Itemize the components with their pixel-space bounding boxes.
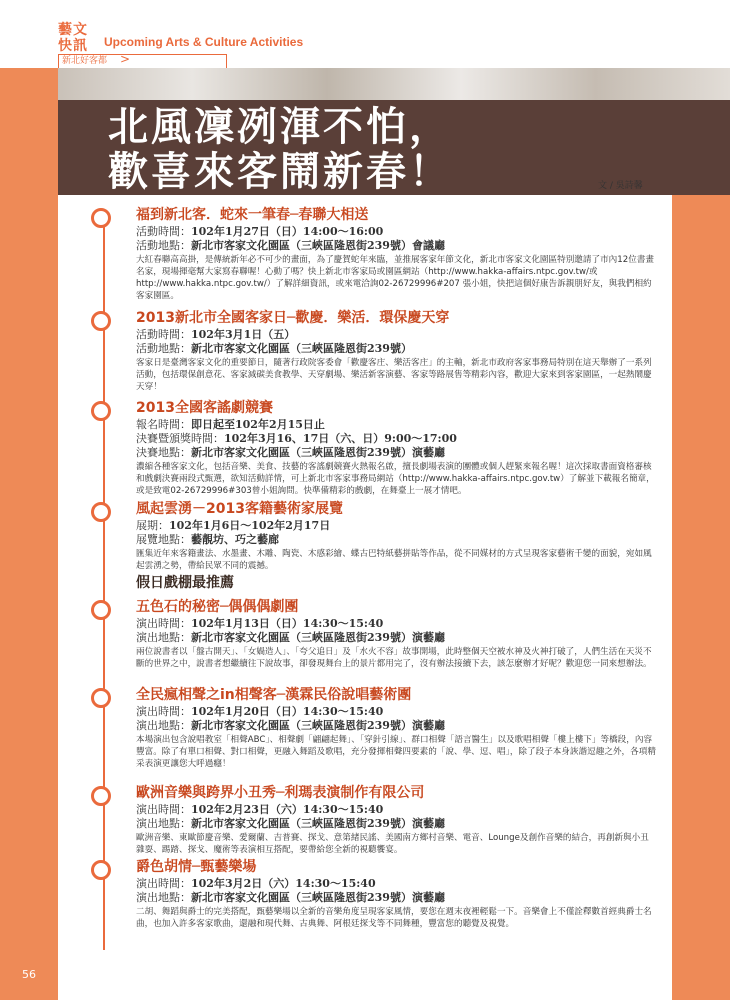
event-description: 兩位說書者以「盤古開天」、「女媧造人」、「夸父追日」及「水火不容」故事開場，此時整個天空被水神及火神打破了，人們生活在天災不斷的世界之中，說書者想繼續往下說故事，卻發現舞台上的景片都用完了，沒有辦法接續下去，該怎麼辦才好呢？歡迎您一同來想辦法。	[136, 647, 652, 669]
event-detail-line	[136, 418, 656, 432]
event-detail-line	[136, 617, 656, 631]
event-detail-label: 活動時間：	[136, 328, 191, 341]
right-orange-strip	[672, 195, 730, 1000]
event-detail-label: 展覽地點：	[136, 533, 191, 546]
event-detail-value: 102年3月16、17日（六、日）9:00～17:00	[224, 432, 457, 445]
event-detail-line	[136, 225, 656, 239]
snow-photo-strip	[58, 68, 730, 100]
event-detail-value: 新北市客家文化園區（三峽區隆恩街239號）演藝廳	[191, 891, 445, 904]
timeline-node-icon	[91, 600, 111, 620]
title-line-2: 歡喜來客鬧新春！	[108, 148, 452, 195]
event-detail-label: 演出地點：	[136, 631, 191, 644]
event-description: 匯集近年來客籍畫法、水墨畫、木雕、陶瓷、木感彩繪、蝶古巴特紙藝拼貼等作品，從不同媒材的方式呈現客家藝術千變的面貌，宛如風起雲湧之勢，帶給民眾不同的震撼。	[136, 549, 652, 571]
event-detail-line	[136, 519, 656, 533]
event-item	[136, 309, 656, 393]
event-detail-label: 演出地點：	[136, 719, 191, 732]
event-detail-line	[136, 877, 656, 891]
timeline-node-icon	[91, 786, 111, 806]
event-detail-label: 活動時間：	[136, 225, 191, 238]
event-detail-label: 演出地點：	[136, 891, 191, 904]
event-detail-line	[136, 239, 656, 253]
event-detail-value: 新北市客家文化園區（三峽區隆恩街239號）演藝廳	[191, 817, 445, 830]
event-item	[136, 399, 656, 497]
event-title: 全民瘋相聲之in相聲客─漢霖民俗說唱藝術團	[136, 687, 412, 703]
event-title: 風起雲湧－2013客籍藝術家展覽	[136, 501, 343, 517]
event-detail-label: 演出時間：	[136, 877, 191, 890]
event-item	[136, 784, 656, 856]
event-detail-line	[136, 432, 656, 446]
event-detail-label: 活動地點：	[136, 239, 191, 252]
header-section-label: 新北好客都	[58, 54, 227, 69]
event-detail-label: 演出時間：	[136, 617, 191, 630]
event-description: 大紅春聯高高掛，是傳統新年必不可少的畫面，為了慶賀蛇年來臨，並推展客家年節文化，新北市客家文化園區特別邀請了市內12位書畫名家，現場揮毫幫大家寫春聯喔！心動了嗎？快上新北市客家局或園區網站（http://www.hakka-affairs.ntpc.gov.tw/或http://www.hakka.ntpc.gov.tw/）了解詳細資訊，或來電洽詢02-26729996#207 張小姐，快把這個好康告訴親朋好友，與我們相約客家園區。	[136, 255, 654, 301]
header-english: Upcoming Arts & Culture Activities	[104, 35, 304, 49]
event-detail-line	[136, 817, 656, 831]
event-detail-line	[136, 705, 656, 719]
timeline-node-icon	[91, 688, 111, 708]
author: 文 / 吳詩馨	[598, 181, 643, 191]
timeline-node-icon	[91, 860, 111, 880]
timeline-node-icon	[91, 311, 111, 331]
chevron-right-icon: >	[120, 52, 131, 66]
event-detail-line	[136, 446, 656, 460]
event-detail-value: 新北市客家文化園區（三峽區隆恩街239號）演藝廳	[191, 446, 445, 459]
event-item	[136, 598, 656, 670]
event-description: 歐洲音樂、東歐節慶音樂、愛爾蘭、吉普賽、探戈、意第緒民謠、美國南方鄉村音樂、電音、Lounge及創作音樂的結合，再創新與小丑雜耍、踢踏、探戈、魔術等表演相互搭配，要帶給您全新的視聽饗宴。	[136, 833, 649, 855]
event-detail-label: 活動地點：	[136, 342, 191, 355]
event-detail-label: 決賽暨頒獎時間：	[136, 432, 224, 445]
event-detail-label: 演出地點：	[136, 817, 191, 830]
event-detail-label: 報名時間：	[136, 418, 191, 431]
page-title	[108, 104, 452, 194]
left-orange-strip	[0, 68, 58, 1000]
event-title: 爵色胡情─甄藝樂場	[136, 859, 257, 875]
event-description: 濃縮各種客家文化，包括音樂、美食、技藝的客謠劇競賽火熱報名啟，擅長劇場表演的團體或個人趕緊來報名喔！這次採取書面資格審核和戲劇決賽兩段式甄選，欲知活動詳情，可上新北市客家事務局網站（http://www.hakka-affairs.ntpc.gov.tw）了解並下載報名簡章，或是致電02-26729996#303曾小姐詢問。快準備精彩的戲劇，在舞臺上一展才情吧。	[136, 462, 655, 496]
event-item	[136, 858, 656, 930]
title-line-1: 北風凜冽渾不怕，	[108, 103, 452, 150]
event-item	[136, 500, 656, 572]
event-title: 2013新北市全國客家日─歡慶．樂活．環保慶天穿	[136, 310, 450, 326]
event-title: 福到新北客．蛇來一筆春─春聯大相送	[136, 207, 369, 223]
event-detail-line	[136, 631, 656, 645]
event-detail-label: 演出時間：	[136, 803, 191, 816]
event-detail-value: 即日起至102年2月15日止	[191, 418, 325, 431]
header-tag: 藝文快訊	[58, 22, 88, 54]
event-detail-label: 演出時間：	[136, 705, 191, 718]
event-item	[136, 686, 656, 770]
event-detail-value: 102年1月6日～102年2月17日	[169, 519, 331, 532]
event-detail-label: 決賽地點：	[136, 446, 191, 459]
page-number: 56	[22, 968, 36, 981]
event-detail-line	[136, 719, 656, 733]
event-detail-value: 新北市客家文化園區（三峽區隆恩街239號）會議廳	[191, 239, 445, 252]
event-description: 客家日是臺灣客家文化的重要節日，隨著行政院客委會「歡慶客庄、樂活客庄」的主軸，新北市政府客家事務局特別在這天舉辦了一系列活動，包括環保創意花、客家減碳美食教學、天穿劇場、樂活新客演藝、客家等路展售等精彩內容，歡迎大家來到客家園區，一起熱鬧慶天穿！	[136, 358, 652, 392]
event-title: 五色石的秘密─偶偶偶劇團	[136, 599, 299, 615]
event-detail-value: 新北市客家文化園區（三峽區隆恩街239號）	[191, 342, 412, 355]
event-detail-value: 新北市客家文化園區（三峽區隆恩街239號）演藝廳	[191, 719, 445, 732]
event-detail-label: 展期：	[136, 519, 169, 532]
event-detail-line	[136, 328, 656, 342]
event-detail-value: 102年3月2日（六）14:30～15:40	[191, 877, 376, 890]
event-title: 2013全國客謠劇競賽	[136, 400, 273, 416]
event-detail-line	[136, 803, 656, 817]
timeline-node-icon	[91, 401, 111, 421]
event-item	[136, 206, 656, 302]
event-detail-value: 102年3月1日（五）	[191, 328, 296, 341]
timeline-node-icon	[91, 502, 111, 522]
section-heading: 假日戲棚最推薦	[136, 575, 234, 591]
timeline-node-icon	[91, 208, 111, 228]
event-detail-line	[136, 342, 656, 356]
event-detail-value: 102年1月20日（日）14:30～15:40	[191, 705, 384, 718]
event-detail-line	[136, 533, 656, 547]
event-title: 歐洲音樂與跨界小丑秀─利瑪表演制作有限公司	[136, 785, 425, 801]
event-detail-line	[136, 891, 656, 905]
event-detail-value: 102年2月23日（六）14:30～15:40	[191, 803, 384, 816]
event-detail-value: 藝靚坊、巧之藝廊	[191, 533, 279, 546]
event-detail-value: 102年1月27日（日）14:00～16:00	[191, 225, 384, 238]
event-description: 二胡、舞蹈與爵士的完美搭配，甄藝樂場以全新的音樂角度呈現客家風情，要您在週末夜裡輕鬆一下。音樂會上不僅詮釋數首經典爵士名曲，也加入許多客家歌曲，還融和現代舞、古典舞、阿根廷探戈等不同舞種，豐富您的聽覺及視覺。	[136, 907, 652, 929]
event-detail-value: 102年1月13日（日）14:30～15:40	[191, 617, 384, 630]
event-description: 本場演出包含說唱教室「相聲ABC」、相聲劇「翩翩起舞」、「穿針引線」、群口相聲「語言醫生」以及歌唱相聲「樓上樓下」等橋段，內容豐富。除了有單口相聲、對口相聲，更融入舞蹈及歌唱，充分發揮相聲四要素的「說、學、逗、唱」，除了段子本身詼諧逗趣之外，各項精采表演更讓您大呼過癮！	[136, 735, 656, 769]
event-detail-value: 新北市客家文化園區（三峽區隆恩街239號）演藝廳	[191, 631, 445, 644]
